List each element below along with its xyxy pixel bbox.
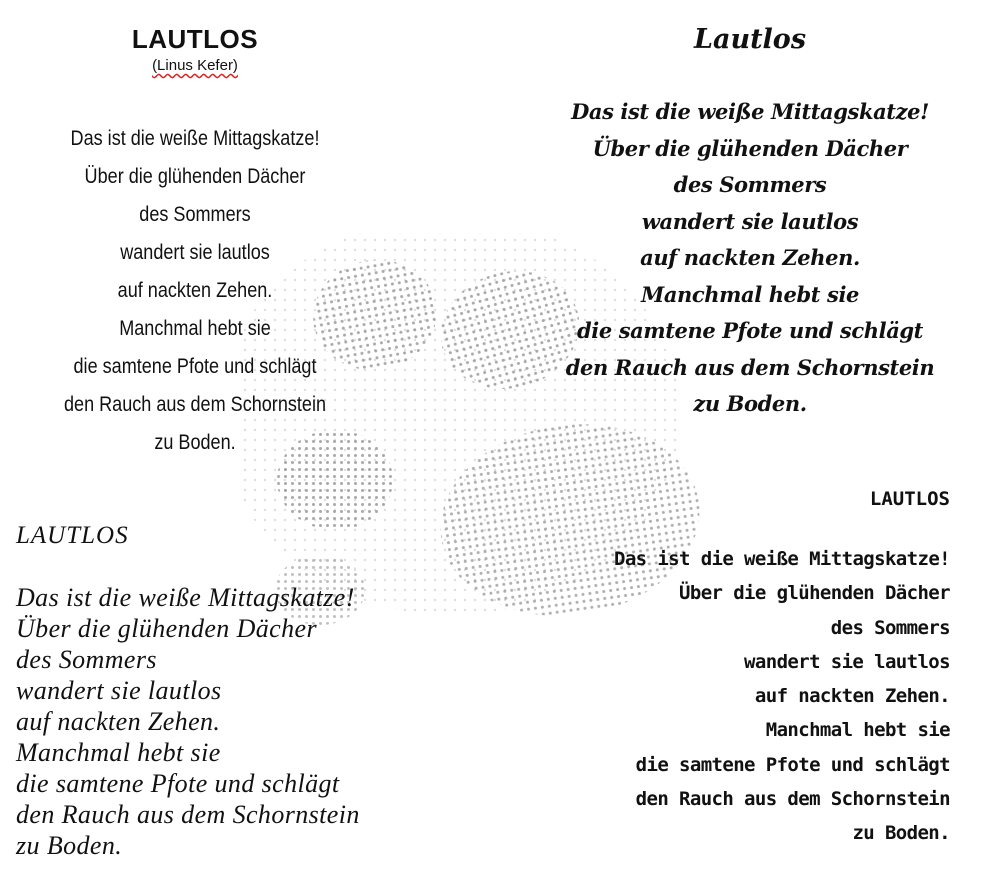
poem-line: auf nackten Zehen. bbox=[16, 707, 221, 736]
poem-line: zu Boden. bbox=[852, 822, 950, 845]
poem-line: des Sommers bbox=[830, 616, 950, 639]
poem-line: Das ist die weiße Mittagskatze! bbox=[16, 583, 355, 612]
poem-line: wandert sie lautlos bbox=[16, 676, 222, 705]
poem-line: Manchmal hebt sie bbox=[119, 317, 271, 340]
poem-line: Über die glühenden Dächer bbox=[592, 135, 908, 161]
poem-line: die samtene Pfote und schlägt bbox=[73, 355, 317, 378]
poem-line: Über die glühenden Dächer bbox=[679, 582, 950, 605]
poem-line: wandert sie lautlos bbox=[744, 650, 950, 673]
poem-line: Manchmal hebt sie bbox=[16, 738, 221, 767]
poem-version-serif-bold bbox=[545, 20, 955, 423]
poem-line: die samtene Pfote und schlägt bbox=[16, 769, 340, 798]
poem-title: LAUTLOS bbox=[131, 24, 259, 54]
poem-line: den Rauch aus dem Schornstein bbox=[16, 800, 360, 829]
poem-line: den Rauch aus dem Schornstein bbox=[565, 354, 935, 380]
poem-line: wandert sie lautlos bbox=[641, 208, 859, 234]
poem-line: des Sommers bbox=[673, 172, 827, 197]
poem-line: Manchmal hebt sie bbox=[641, 281, 859, 307]
poem-author bbox=[20, 56, 370, 76]
poem-line: den Rauch aus dem Schornstein bbox=[63, 393, 327, 416]
poem-line: zu Boden. bbox=[154, 431, 236, 454]
poem-line: die samtene Pfote und schlägt bbox=[577, 318, 923, 343]
poem-title: Lautlos bbox=[693, 24, 807, 55]
poem-line: die samtene Pfote und schlägt bbox=[635, 753, 950, 776]
poem-line: Über die glühenden Dächer bbox=[84, 165, 306, 188]
poem-line: des Sommers bbox=[16, 645, 157, 674]
poem-line: zu Boden. bbox=[16, 831, 123, 860]
poem-line: Manchmal hebt sie bbox=[765, 719, 950, 742]
poem-line: auf nackten Zehen. bbox=[754, 685, 950, 708]
poem-title: LAUTLOS bbox=[869, 488, 950, 510]
poem-version-sans bbox=[20, 22, 370, 462]
poem-title: LAUTLOS bbox=[16, 522, 129, 549]
poem-line: des Sommers bbox=[139, 203, 251, 226]
poem-line: zu Boden. bbox=[693, 391, 807, 416]
poem-line: wandert sie lautlos bbox=[120, 241, 270, 264]
poem-version-serif-italic bbox=[16, 518, 486, 861]
author-name: (Linus Kefer) bbox=[152, 57, 238, 74]
poem-version-mono bbox=[520, 484, 950, 851]
poem-line: den Rauch aus dem Schornstein bbox=[635, 788, 950, 811]
poem-line: Das ist die weiße Mittagskatze! bbox=[70, 127, 320, 150]
poem-line: Das ist die weiße Mittagskatze! bbox=[571, 99, 929, 124]
poem-line: auf nackten Zehen. bbox=[117, 279, 273, 302]
poem-line: Das ist die weiße Mittagskatze! bbox=[613, 548, 950, 570]
poem-line: auf nackten Zehen. bbox=[640, 245, 860, 270]
poem-line: Über die glühenden Dächer bbox=[16, 614, 317, 643]
